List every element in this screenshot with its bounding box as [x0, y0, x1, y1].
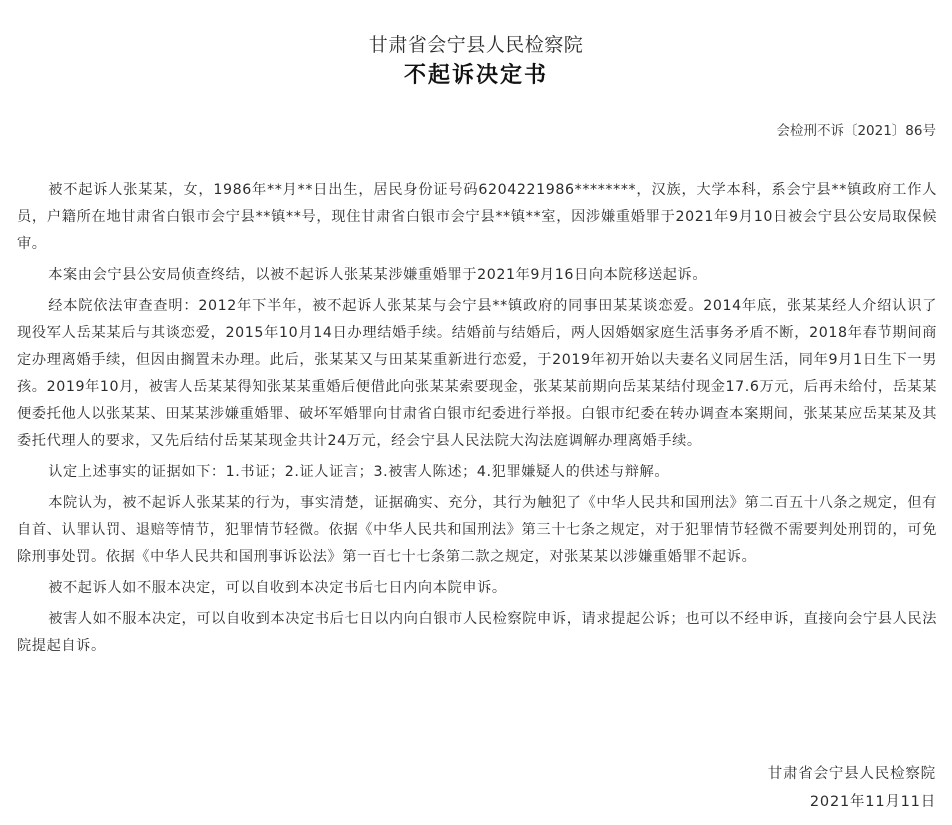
- document-body: [17, 177, 937, 664]
- paragraph-evidence: 认定上述事实的证据如下：1.书证；2.证人证言；3.被害人陈述；4.犯罪嫌疑人的供述与辩解。: [48, 464, 670, 480]
- document-number: 会检刑不诉〔2021〕86号: [776, 123, 936, 139]
- paragraph-defendant-appeal: 被不起诉人如不服本决定，可以自收到本决定书后七日内向本院申诉。: [48, 580, 507, 596]
- document-title: 不起诉决定书: [403, 62, 548, 88]
- issuing-organization: 甘肃省会宁县人民检察院: [368, 34, 584, 56]
- signature-block: [768, 760, 936, 816]
- paragraph-facts: 经本院依法审查查明：2012年下半年，被不起诉人张某某与会宁县**镇政府的同事田某某谈恋爱。2014年底，张某某经人介绍认识了现役军人岳某某后与其谈恋爱，2015年10月14日办理结婚手续。结婚前与结婚后，两人因婚姻家庭生活事务矛盾不断，2018年春节期间商定办理离婚手续，但因由搁置未办理。此后，张某某又与田某某重新进行恋爱，于2019年初开始以夫妻名义同居生活，同年9月1日生下一男孩。2019年10月，被害人岳某某得知张某某重婚后便借此向张某某索要现金，张某某前期向岳某某结付现金17.6万元，后再未给付，岳某某便委托他人以张某某、田某某涉嫌重婚罪、破坏军婚罪向甘肃省白银市纪委进行举报。白银市纪委在转办调查本案期间，张某某应岳某某及其委托代理人的要求，又先后结付岳某某现金共计24万元，经会宁县人民法院大沟法庭调解办理离婚手续。: [17, 298, 937, 449]
- paragraph-ruling: 本院认为，被不起诉人张某某的行为，事实清楚，证据确实、充分，其行为触犯了《中华人民共和国刑法》第二百五十八条之规定，但有自首、认罪认罚、退赔等情节，犯罪情节轻微。依据《中华人民共和国刑法》第三十七条之规定，对于犯罪情节轻微不需要判处刑罚的，可免除刑事处罚。依据《中华人民共和国刑事诉讼法》第一百七十七条第二款之规定，对张某某以涉嫌重婚罪不起诉。: [17, 495, 937, 565]
- paragraph-victim-appeal: 被害人如不服本决定，可以自收到本决定书后七日以内向白银市人民检察院申诉，请求提起公诉；也可以不经申诉，直接向会宁县人民法院提起自诉。: [17, 611, 937, 654]
- paragraph-case-transfer: 本案由会宁县公安局侦查终结，以被不起诉人张某某涉嫌重婚罪于2021年9月16日向本院移送起诉。: [48, 267, 708, 283]
- paragraph-defendant-info: 被不起诉人张某某，女，1986年**月**日出生，居民身份证号码6204221986********，汉族，大学本科，系会宁县**镇政府工作人员，户籍所在地甘肃省白银市会宁县**镇**号，现住甘肃省白银市会宁县**镇**室，因涉嫌重婚罪于2021年9月10日被会宁县公安局取保候审。: [17, 182, 937, 252]
- signature-organization: 甘肃省会宁县人民检察院: [767, 766, 936, 782]
- signature-date: 2021年11月11日: [809, 794, 936, 810]
